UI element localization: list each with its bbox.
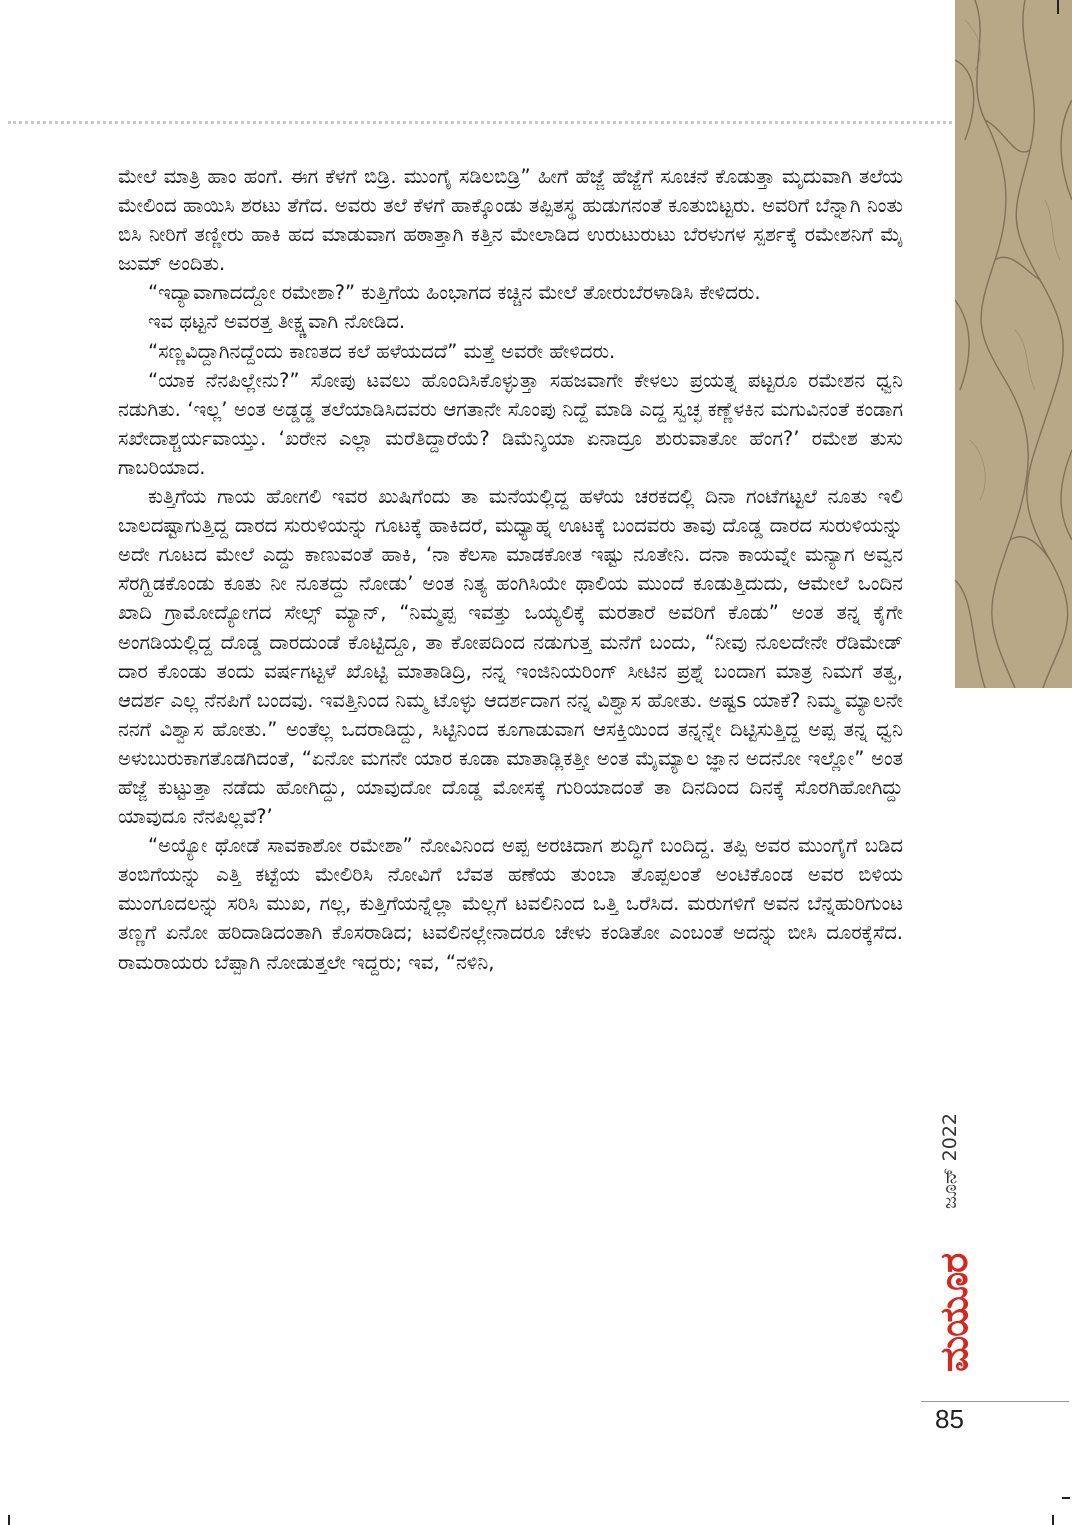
paragraph: “ಇದ್ಯಾವಾಗಾದದ್ದೋ ರಮೇಶಾ?” ಕುತ್ತಿಗೆಯ ಹಿಂಭಾಗದ ಕಚ್ಚಿನ ಮೇಲೆ ತೋರುಬೆರಳಾಡಿಸಿ ಕೇಳಿದರು. <box>148 281 761 305</box>
crack-texture-graphic <box>955 0 1072 688</box>
paragraph: “ಸಣ್ಣವಿದ್ದಾಗಿನದ್ದೆಂದು ಕಾಣತದ ಕಲೆ ಹಳೆಯದದೆ” ಮತ್ತೆ ಅವರೇ ಹೇಳಿದರು. <box>148 339 616 363</box>
crop-mark <box>1057 0 1059 14</box>
footer-rule <box>921 1401 1069 1402</box>
crop-mark <box>8 1515 10 1525</box>
paragraph: ಕುತ್ತಿಗೆಯ ಗಾಯ ಹೋಗಲಿ ಇವರ ಖುಷಿಗೆಂದು ತಾ ಮನೆಯಲ್ಲಿದ್ದ ಹಳೆಯ ಚರಕದಲ್ಲಿ ದಿನಾ ಗಂಟೆಗಟ್ಟಲೆ ನೂತು ಇಲಿ ಬಾಲದಷ್ಟಾಗುತ್ತಿದ್ದ ದಾರದ ಸುರುಳಿಯನ್ನು ಗೂಟಕ್ಕೆ ಹಾಕಿದರೆ, ಮಧ್ಯಾಹ್ನ ಊಟಕ್ಕೆ ಬಂದವರು ತಾವು ದೊಡ್ಡ ದಾರದ ಸುರುಳಿಯನ್ನು ಅದೇ ಗೂಟದ ಮೇಲೆ ಎದ್ದು ಕಾಣುವಂತೆ ಹಾಕಿ, ‘ನಾ ಕೆಲಸಾ ಮಾಡಕೋತ ಇಷ್ಟು ನೂತೇನಿ. ದನಾ ಕಾಯವ್ನೇ ಮನ್ಯಾಗ ಅವ್ವನ ಸೆರಗ್ಹಿಡಕೊಂಡು ಕೂತು ನೀ ನೂತದ್ದು ನೋಡು’ ಅಂತ ನಿತ್ಯ ಹಂಗಿಸಿಯೇ ಥಾಲಿಯ ಮುಂದೆ ಕೂಡುತ್ತಿದುದು, ಆಮೇಲೆ ಒಂದಿನ ಖಾದಿ ಗ್ರಾಮೋದ್ಯೋಗದ ಸೇಲ್ಸ್ ಮ್ಯಾನ್, “ನಿಮ್ಮಪ್ಪ ಇವತ್ತು ಒಯ್ಯಲಿಕ್ಕೆ ಮರತಾರೆ ಅವರಿಗೆ ಕೊಡು” ಅಂತ ತನ್ನ ಕೈಗೇ ಅಂಗಡಿಯಲ್ಲಿದ್ದ ದೊಡ್ಡ ದಾರದುಂಡೆ ಕೊಟ್ಟಿದ್ದೂ, ತಾ ಕೋಪದಿಂದ ನಡುಗುತ್ತ ಮನೆಗೆ ಬಂದು, “ನೀವು ನೂಲದೇನೇ ರೆಡಿಮೇಡ್ ದಾರ ಕೊಂಡು ತಂದು ವರ್ಷಗಟ್ಟಳೆ ಖೊಟ್ಟಿ ಮಾತಾಡಿದ್ರಿ, ನನ್ನ ಇಂಜಿನಿಯರಿಂಗ್ ಸೀಟಿನ ಪ್ರಶ್ನೆ ಬಂದಾಗ ಮಾತ್ರ ನಿಮಗೆ ತತ್ವ, ಆದರ್ಶ ಎಲ್ಲ ನೆನಪಿಗೆ ಬಂದವು. ಇವತ್ತಿನಿಂದ ನಿಮ್ಮ ಟೊಳ್ಳು ಆದರ್ಶದಾಗ ನನ್ನ ವಿಶ್ವಾಸ ಹೋತು. ಅಷ್ಟs ಯಾಕೆ? ನಿಮ್ಮ ಮ್ಯಾಲನೇ ನನಗೆ ವಿಶ್ವಾಸ ಹೋತು.” ಅಂತೆಲ್ಲ ಒದರಾಡಿದ್ದು, ಸಿಟ್ಟಿನಿಂದ ಕೂಗಾಡುವಾಗ ಆಸಕ್ತಿಯಿಂದ ತನ್ನನ್ನೇ ದಿಟ್ಟಿಸುತ್ತಿದ್ದ ಅಪ್ಪ ತನ್ನ ಧ್ವನಿ ಅಳುಬುರುಕಾಗತೊಡಗಿದಂತೆ, “ಏನೋ ಮಗನೇ ಯಾರ ಕೂಡಾ ಮಾತಾಡ್ಲಿಕತ್ತೀ ಅಂತ ಮೈಮ್ಯಾಲ ಜ್ಞಾನ ಅದನೋ ಇಲ್ಲೋ” ಅಂತ ಹೆಜ್ಜೆ ಕುಟ್ಟುತ್ತಾ ನಡೆದು ಹೋಗಿದ್ದು, ಯಾವುದೋ ದೊಡ್ಡ ಮೋಸಕ್ಕೆ ಗುರಿಯಾದಂತೆ ತಾ ದಿನದಿಂದ ದಿನಕ್ಕೆ ಸೊರಗಿಹೋಗಿದ್ದು ಯಾವುದೂ ನೆನಪಿಲ್ಲವೆ?’ <box>118 485 903 829</box>
crop-mark <box>1052 1515 1054 1525</box>
paragraph: ಮೇಲೆ ಮಾತ್ರಿ ಹಾಂ ಹಂಗೆ. ಈಗ ಕೆಳಗೆ ಬಿಡ್ರಿ. ಮುಂಗೈ ಸಡಿಲಬಿಡ್ರಿ” ಹೀಗೆ ಹೆಜ್ಜೆ ಹೆಜ್ಜೆಗೆ ಸೂಚನೆ ಕೊಡುತ್ತಾ ಮೃದುವಾಗಿ ತಲೆಯ ಮೇಲಿಂದ ಹಾಯಿಸಿ ಶರಟು ತೆಗೆದ. ಅವರು ತಲೆ ಕೆಳಗೆ ಹಾಕ್ಕೊಂಡು ತಪ್ಪಿತಸ್ಥ ಹುಡುಗನಂತೆ ಕೂತುಬಿಟ್ಟರು. ಅವರಿಗೆ ಬೆನ್ನಾಗಿ ನಿಂತು ಬಿಸಿ ನೀರಿಗೆ ತಣ್ಣೀರು ಹಾಕಿ ಹದ ಮಾಡುವಾಗ ಹಠಾತ್ತಾಗಿ ಕತ್ತಿನ ಮೇಲಾಡಿದ ಉರುಟುರುಟು ಬೆರಳುಗಳ ಸ್ಪರ್ಶಕ್ಕೆ ರಮೇಶನಿಗೆ ಮೈ ಜುಮ್ ಅಂದಿತು. <box>118 165 903 276</box>
header-dotted-rule <box>8 121 952 124</box>
article-body <box>118 162 903 977</box>
decorative-side-panel <box>955 0 1072 688</box>
paragraph: “ಯಾಕ ನೆನಪಿಲ್ಲೇನು?” ಸೋಪು ಟವಲು ಹೊಂದಿಸಿಕೊಳ್ಳುತ್ತಾ ಸಹಜವಾಗೇ ಕೇಳಲು ಪ್ರಯತ್ನ ಪಟ್ಟರೂ ರಮೇಶನ ಧ್ವನಿ ನಡುಗಿತು. ‘ಇಲ್ಲ’ ಅಂತ ಅಡ್ಡಡ್ಡ ತಲೆಯಾಡಿಸಿದವರು ಆಗತಾನೇ ಸೊಂಪು ನಿದ್ದೆ ಮಾಡಿ ಎದ್ದ ಸ್ವಚ್ಛ ಕಣ್ಣೆಳಕಿನ ಮಗುವಿನಂತೆ ಕಂಡಾಗ ಸಖೇದಾಶ್ಚರ್ಯವಾಯ್ತು. ‘ಖರೇನ ಎಲ್ಲಾ ಮರೆತಿದ್ದಾರೆಯೆ? ಡಿಮೆನ್ಶಿಯಾ ಏನಾದ್ರೂ ಶುರುವಾತೋ ಹೆಂಗ?’ ರಮೇಶ ತುಸು ಗಾಬರಿಯಾದ. <box>118 368 903 479</box>
paragraph: ಇವ ಥಟ್ಟನೆ ಅವರತ್ತ ತೀಕ್ಷ್ಣವಾಗಿ ನೋಡಿದ. <box>148 310 406 334</box>
magazine-masthead: ಮಯೂರ <box>932 1253 976 1372</box>
page-number: 85 <box>935 1404 964 1434</box>
paragraph: “ಅಯ್ಯೋ ಥೋಡೆ ಸಾವಕಾಶೋ ರಮೇಶಾ” ನೋವಿನಿಂದ ಅಪ್ಪ ಅರಚಿದಾಗ ಶುದ್ಧಿಗೆ ಬಂದಿದ್ದ. ತಪ್ಪಿ ಅವರ ಮುಂಗೈಗೆ ಬಡಿದ ತಂಬಿಗೆಯನ್ನು ಎತ್ತಿ ಕಟ್ಟೆಯ ಮೇಲಿರಿಸಿ ನೋವಿಗೆ ಬೆವತ ಹಣೆಯ ತುಂಬಾ ತೊಪ್ಪಲಂತೆ ಅಂಟಿಕೊಂಡ ಅವರ ಬಿಳಿಯ ಮುಂಗೂದಲನ್ನು ಸರಿಸಿ ಮುಖ, ಗಲ್ಲ, ಕುತ್ತಿಗೆಯನ್ನೆಲ್ಲಾ ಮೆಲ್ಲಗೆ ಟವಲಿನಿಂದ ಒತ್ತಿ ಒರೆಸಿದ. ಮರುಗಳಿಗೆ ಅವನ ಬೆನ್ನಹುರಿಗುಂಟ ತಣ್ಣಗೆ ಏನೋ ಹರಿದಾಡಿದಂತಾಗಿ ಕೊಸರಾಡಿದ; ಟವಲಿನಲ್ಲೇನಾದರೂ ಚೇಳು ಕಂಡಿತೋ ಎಂಬಂತೆ ಅದನ್ನು ಬೀಸಿ ದೂರಕ್ಕೆಸೆದ. ರಾಮರಾಯರು ಬೆಪ್ಪಾಗಿ ನೋಡುತ್ತಲೇ ಇದ್ದರು; ಇವ, “ನಳಿನಿ, <box>118 834 903 974</box>
issue-date: ಜೂನ್ 2022 <box>939 1112 961 1209</box>
crop-mark <box>1062 1497 1070 1499</box>
